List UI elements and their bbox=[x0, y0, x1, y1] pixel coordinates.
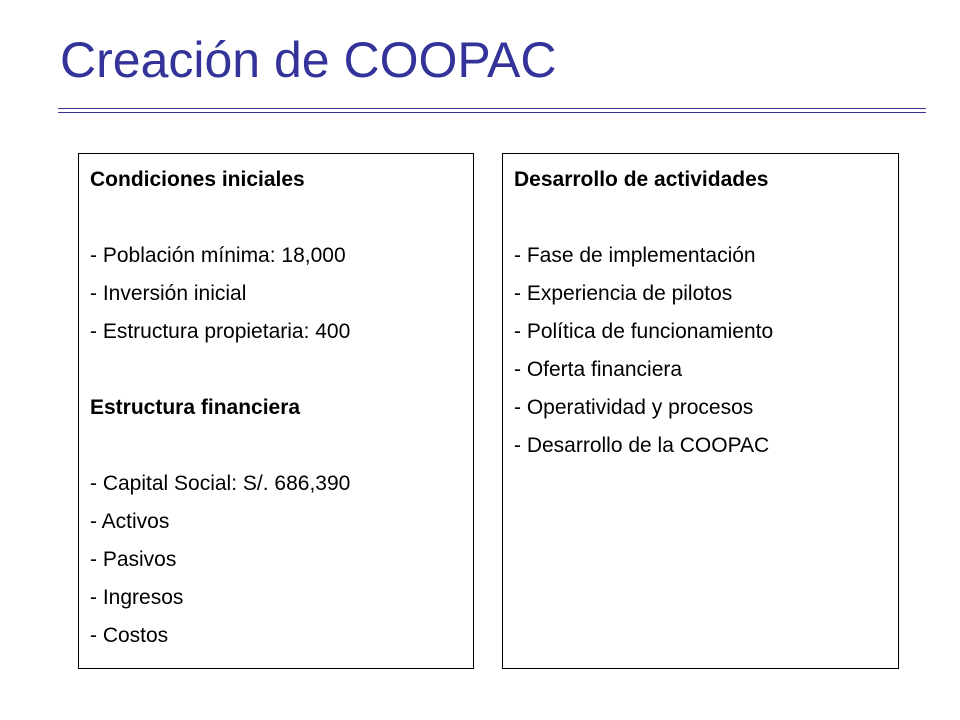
list-item: - Costos bbox=[90, 624, 169, 647]
spacer bbox=[514, 199, 898, 237]
list-item: - Experiencia de pilotos bbox=[514, 282, 733, 305]
list-item: - Activos bbox=[90, 510, 170, 533]
list-item: - Población mínima: 18,000 bbox=[90, 244, 346, 267]
list-item: - Desarrollo de la COOPAC bbox=[514, 434, 770, 457]
spacer bbox=[90, 199, 473, 237]
list-item: - Ingresos bbox=[90, 586, 184, 609]
activities-heading: Desarrollo de actividades bbox=[514, 168, 769, 191]
financial-structure-heading: Estructura financiera bbox=[90, 396, 301, 419]
initial-conditions-panel bbox=[78, 153, 474, 669]
spacer bbox=[90, 351, 473, 389]
list-item: - Fase de implementación bbox=[514, 244, 756, 267]
list-item: - Capital Social: S/. 686,390 bbox=[90, 472, 351, 495]
list-item: - Inversión inicial bbox=[90, 282, 247, 305]
slide-title: Creación de COOPAC bbox=[60, 32, 557, 88]
list-item: - Pasivos bbox=[90, 548, 177, 571]
list-item: - Oferta financiera bbox=[514, 358, 683, 381]
list-item: - Operatividad y procesos bbox=[514, 396, 754, 419]
list-item: - Política de funcionamiento bbox=[514, 320, 774, 343]
initial-conditions-heading: Condiciones iniciales bbox=[90, 168, 305, 191]
title-underline bbox=[58, 108, 926, 113]
spacer bbox=[90, 427, 473, 465]
activities-panel bbox=[502, 153, 899, 669]
list-item: - Estructura propietaria: 400 bbox=[90, 320, 351, 343]
